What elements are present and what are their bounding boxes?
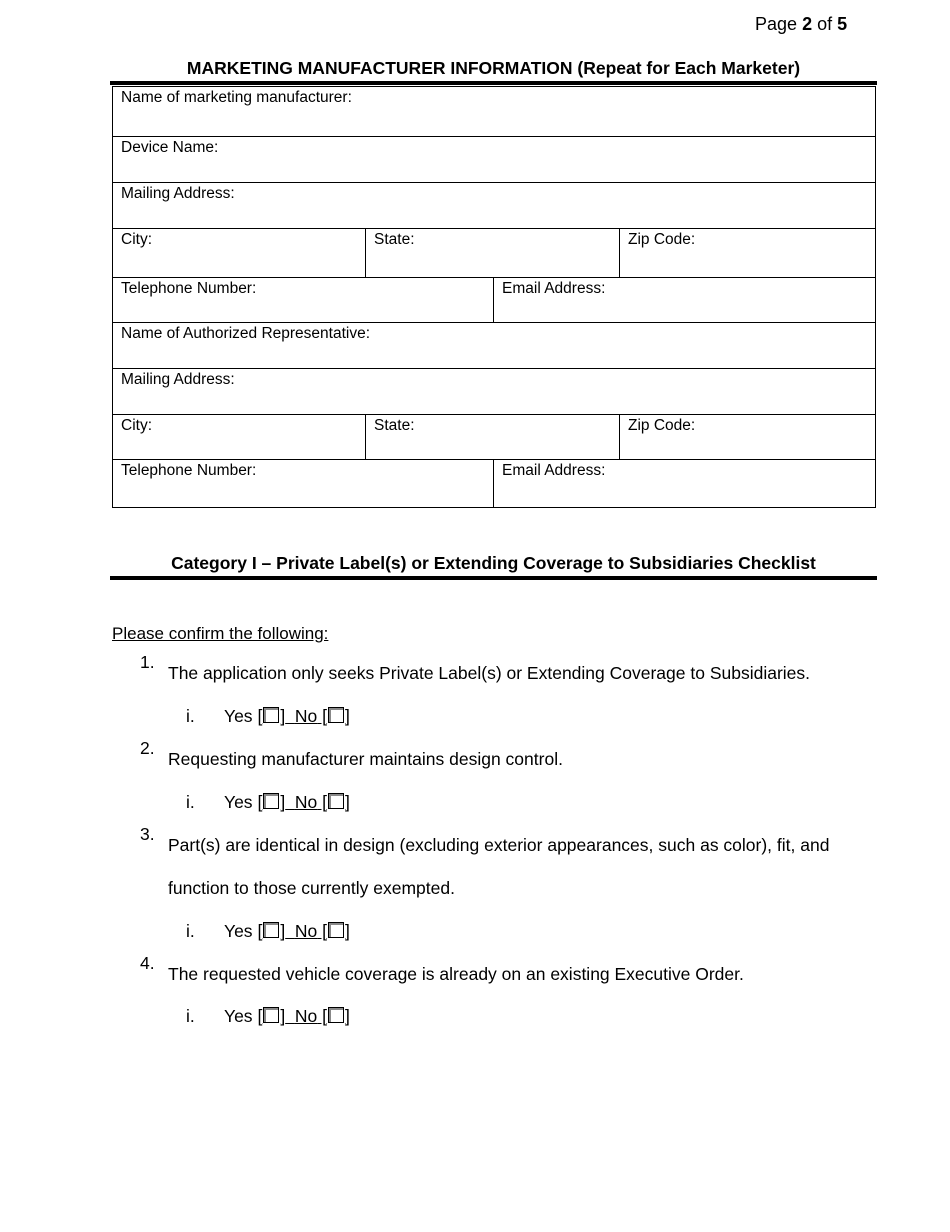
no-checkbox[interactable] (328, 793, 344, 809)
telephone-field[interactable]: Telephone Number: (113, 278, 494, 323)
rep-city-field[interactable]: City: (113, 415, 366, 460)
email-field[interactable]: Email Address: (494, 278, 876, 323)
yes-checkbox[interactable] (263, 707, 279, 723)
mailing-address-field[interactable]: Mailing Address: (113, 183, 876, 229)
rep-state-field[interactable]: State: (366, 415, 620, 460)
confirm-heading: Please confirm the following: (112, 624, 329, 643)
rep-zip-code-field[interactable]: Zip Code: (620, 415, 876, 460)
section-divider (110, 575, 877, 580)
section-divider (110, 80, 877, 85)
page-number: Page 2 of 5 (755, 14, 848, 34)
rep-email-field[interactable]: Email Address: (494, 460, 876, 508)
city-field[interactable]: City: (113, 229, 366, 278)
marketing-section-title: MARKETING MANUFACTURER INFORMATION (Repeat for Each Marketer) (186, 58, 801, 78)
zip-code-field[interactable]: Zip Code: (620, 229, 876, 278)
yes-checkbox[interactable] (263, 793, 279, 809)
state-field[interactable]: State: (366, 229, 620, 278)
no-checkbox[interactable] (328, 922, 344, 938)
yes-checkbox[interactable] (263, 1007, 279, 1023)
no-checkbox[interactable] (328, 707, 344, 723)
authorized-rep-field[interactable]: Name of Authorized Representative: (113, 323, 876, 369)
checklist-section-title: Category I – Private Label(s) or Extending Coverage to Subsidiaries Checklist (171, 553, 816, 573)
rep-mailing-address-field[interactable]: Mailing Address: (113, 369, 876, 415)
rep-telephone-field[interactable]: Telephone Number: (113, 460, 494, 508)
marketing-info-table (112, 86, 876, 508)
yes-checkbox[interactable] (263, 922, 279, 938)
device-name-field[interactable]: Device Name: (113, 137, 876, 183)
manufacturer-name-field[interactable]: Name of marketing manufacturer: (113, 87, 876, 137)
no-checkbox[interactable] (328, 1007, 344, 1023)
